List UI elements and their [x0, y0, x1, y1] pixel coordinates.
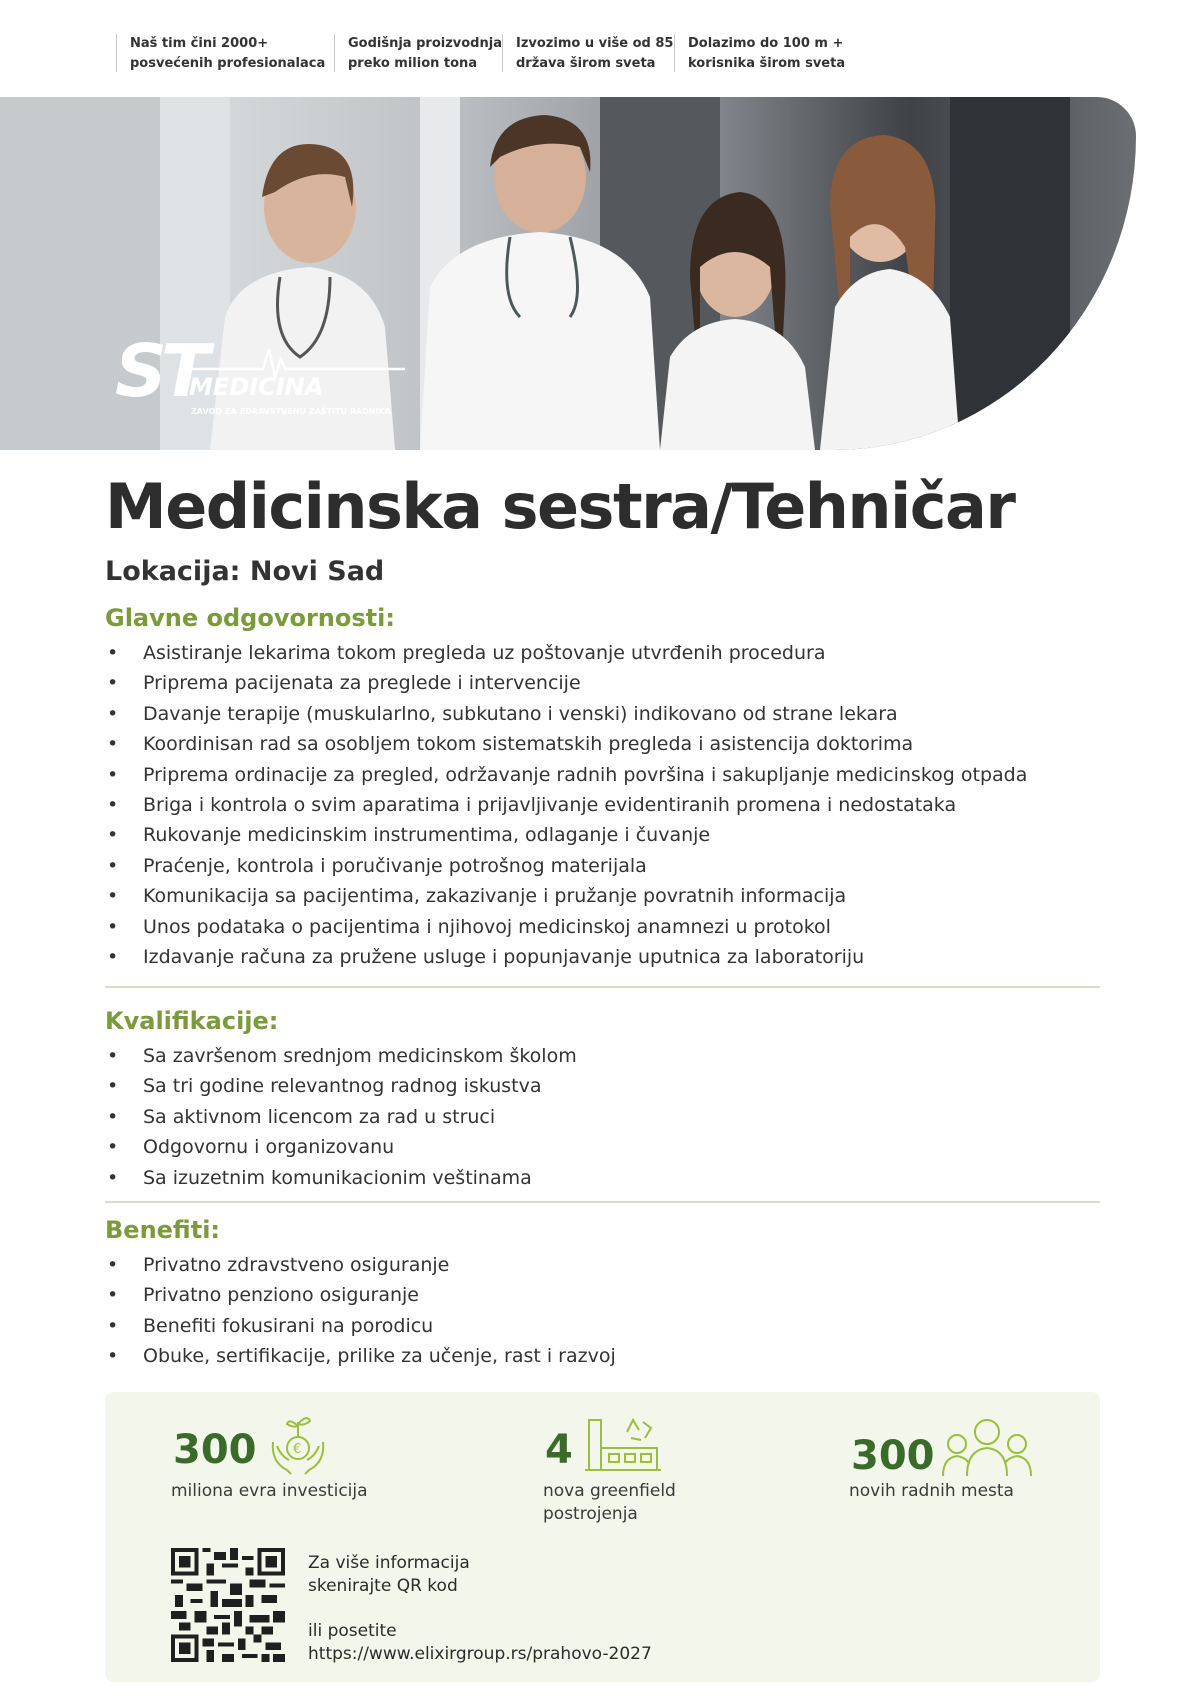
responsibilities-heading: Glavne odgovornosti: [105, 604, 395, 632]
benefits-list [105, 1250, 616, 1372]
qr-info-line-3: ili posetite [308, 1621, 397, 1641]
people-group-icon [939, 1414, 1035, 1478]
qr-info-line-1: Za više informacija [308, 1553, 470, 1573]
figure-plants-label-1: nova greenfield [543, 1481, 676, 1501]
figure-investment-label: miliona evra investicija [171, 1481, 368, 1501]
list-item: • Sa završenom srednjom medicinskom školom [105, 1041, 577, 1071]
logo-tagline: ZAVOD ZA ZDRAVSTVENU ZAŠTITU RADNIKA [191, 407, 391, 416]
hero-photo [0, 97, 1136, 450]
stat-line: korisnika širom sveta [688, 56, 846, 71]
info-box [105, 1392, 1100, 1682]
stat-line: Naš tim čini 2000+ [130, 36, 269, 51]
list-item: • Izdavanje računa za pružene usluge i popunjavanje uputnica za laboratoriju [105, 942, 1027, 972]
stat-export [502, 34, 674, 72]
figure-jobs-value: 300 [851, 1433, 935, 1479]
investment-hands-icon [267, 1412, 329, 1476]
section-divider [105, 1201, 1100, 1203]
list-item: • Priprema ordinacije za pregled, održavanje radnih površina i sakupljanje medicinskog otpada [105, 760, 1027, 790]
stat-line: posvećenih profesionalaca [130, 56, 326, 71]
svg-text:€: € [293, 1442, 302, 1457]
qualifications-heading: Kvalifikacije: [105, 1007, 279, 1035]
stat-line: Izvozimo u više od 85 [516, 36, 674, 51]
list-item: • Davanje terapije (muskularlno, subkutano i venski) indikovano od strane lekara [105, 699, 1027, 729]
figure-investment-value: 300 [173, 1427, 257, 1473]
list-item: • Sa aktivnom licencom za rad u struci [105, 1102, 577, 1132]
top-stats-bar [116, 34, 874, 72]
st-medicina-logo [115, 329, 395, 425]
section-divider [105, 986, 1100, 988]
qualifications-list [105, 1041, 577, 1193]
list-item: • Sa tri godine relevantnog radnog iskustva [105, 1071, 577, 1101]
stat-line: preko milion tona [348, 56, 478, 71]
figure-jobs-label: novih radnih mesta [849, 1481, 1014, 1501]
stat-line: Godišnja proizvodnja [348, 36, 502, 51]
list-item: • Odgovornu i organizovanu [105, 1132, 577, 1162]
list-item: • Unos podataka o pacijentima i njihovoj medicinskoj anamnezi u protokol [105, 912, 1027, 942]
location-label: Lokacija: Novi Sad [105, 556, 385, 587]
factory-recycle-icon [583, 1408, 663, 1478]
stat-production [334, 34, 502, 72]
list-item: • Rukovanje medicinskim instrumentima, odlaganje i čuvanje [105, 820, 1027, 850]
list-item: • Privatno zdravstveno osiguranje [105, 1250, 616, 1280]
list-item: • Sa izuzetnim komunikacionim veštinama [105, 1163, 577, 1193]
benefits-heading: Benefiti: [105, 1216, 221, 1244]
qr-info-line-2: skenirajte QR kod [308, 1576, 458, 1596]
stat-users [674, 34, 874, 72]
website-link[interactable]: https://www.elixirgroup.rs/prahovo-2027 [308, 1644, 652, 1664]
stat-team [116, 34, 334, 72]
list-item: • Benefiti fokusirani na porodicu [105, 1311, 616, 1341]
list-item: • Briga i kontrola o svim aparatima i prijavljivanje evidentiranih promena i nedostataka [105, 790, 1027, 820]
stat-line: Dolazimo do 100 m + [688, 36, 844, 51]
figure-plants-label-2: postrojenja [543, 1504, 638, 1524]
page-title: Medicinska sestra/Tehničar [105, 470, 1015, 543]
list-item: • Asistiranje lekarima tokom pregleda uz poštovanje utvrđenih procedura [105, 638, 1027, 668]
logo-st-text: ST [115, 329, 204, 413]
logo-medicina-text: MEDICINA [189, 373, 324, 401]
list-item: • Komunikacija sa pacijentima, zakazivanje i pružanje povratnih informacija [105, 881, 1027, 911]
figure-plants-value: 4 [545, 1427, 573, 1473]
list-item: • Priprema pacijenata za preglede i intervencije [105, 668, 1027, 698]
stat-line: država širom sveta [516, 56, 656, 71]
list-item: • Privatno penziono osiguranje [105, 1280, 616, 1310]
qr-code[interactable] [171, 1548, 285, 1662]
list-item: • Praćenje, kontrola i poručivanje potrošnog materijala [105, 851, 1027, 881]
list-item: • Obuke, sertifikacije, prilike za učenje, rast i razvoj [105, 1341, 616, 1371]
list-item: • Koordinisan rad sa osobljem tokom sistematskih pregleda i asistencija doktorima [105, 729, 1027, 759]
responsibilities-list [105, 638, 1027, 972]
